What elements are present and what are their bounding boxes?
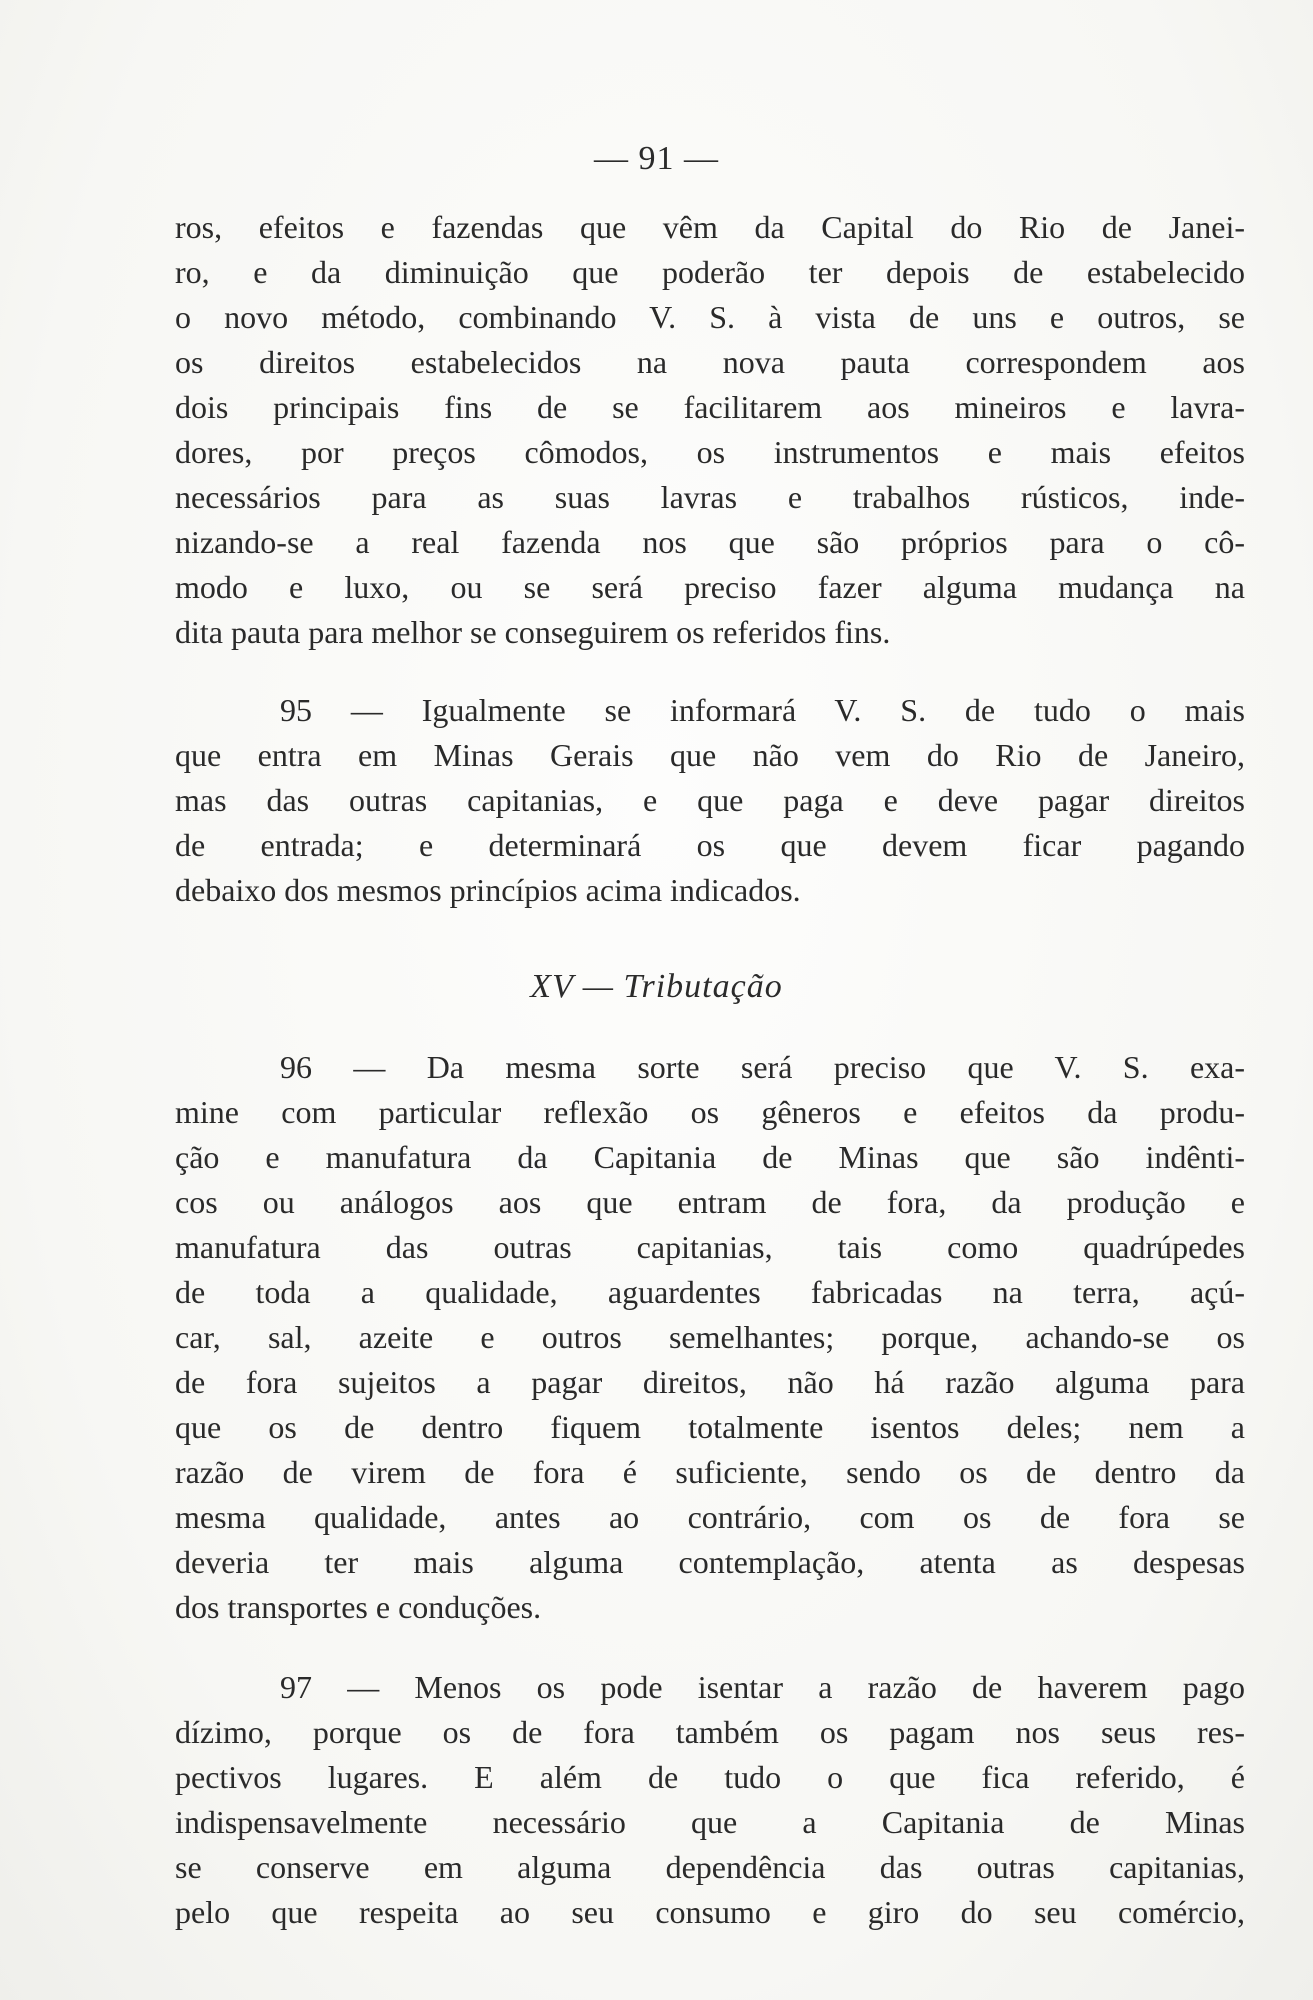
text-line: dos transportes e conduções. (175, 1589, 542, 1625)
text-line: mas das outras capitanias, e que paga e deve pagar direitos (175, 782, 1245, 818)
page-number: — 91 — (594, 140, 719, 177)
text-line: 97 — Menos os pode isentar a razão de haverem pago (280, 1669, 1245, 1705)
text-line: de fora sujeitos a pagar direitos, não há razão alguma para (175, 1364, 1245, 1400)
text-line: que os de dentro fiquem totalmente isentos deles; nem a (175, 1409, 1245, 1445)
text-line: mine com particular reflexão os gêneros e efeitos da produ- (175, 1094, 1245, 1130)
text-line: deveria ter mais alguma contemplação, atenta as despesas (175, 1544, 1245, 1580)
text-line: de entrada; e determinará os que devem ficar pagando (175, 827, 1245, 863)
paragraph-95 (175, 688, 1245, 913)
paragraph-97 (175, 1665, 1245, 1935)
text-line: o novo método, combinando V. S. à vista de uns e outros, se (175, 299, 1245, 335)
text-line: 95 — Igualmente se informará V. S. de tudo o mais (280, 692, 1245, 728)
text-line: razão de virem de fora é suficiente, sendo os de dentro da (175, 1454, 1245, 1490)
text-line: que entra em Minas Gerais que não vem do Rio de Janeiro, (175, 737, 1245, 773)
text-line: pectivos lugares. E além de tudo o que fica referido, é (175, 1759, 1245, 1795)
text-line: dores, por preços cômodos, os instrumentos e mais efeitos (175, 434, 1245, 470)
text-line: mesma qualidade, antes ao contrário, com os de fora se (175, 1499, 1245, 1535)
text-line: manufatura das outras capitanias, tais como quadrúpedes (175, 1229, 1245, 1265)
text-line: ro, e da diminuição que poderão ter depois de estabelecido (175, 254, 1245, 290)
text-line: modo e luxo, ou se será preciso fazer alguma mudança na (175, 569, 1245, 605)
text-line: 96 — Da mesma sorte será preciso que V. S. exa- (280, 1049, 1245, 1085)
text-line: dita pauta para melhor se conseguirem os referidos fins. (175, 614, 891, 650)
text-line: nizando-se a real fazenda nos que são próprios para o cô- (175, 524, 1245, 560)
text-line: cos ou análogos aos que entram de fora, da produção e (175, 1184, 1245, 1220)
paragraph-continuation (175, 205, 1245, 655)
text-line: ros, efeitos e fazendas que vêm da Capital do Rio de Janei- (175, 209, 1245, 245)
text-line: car, sal, azeite e outros semelhantes; porque, achando-se os (175, 1319, 1245, 1355)
text-line: de toda a qualidade, aguardentes fabricadas na terra, açú- (175, 1274, 1245, 1310)
text-line: ção e manufatura da Capitania de Minas que são indênti- (175, 1139, 1245, 1175)
text-line: pelo que respeita ao seu consumo e giro do seu comércio, (175, 1894, 1245, 1930)
text-line: os direitos estabelecidos na nova pauta correspondem aos (175, 344, 1245, 380)
text-line: debaixo dos mesmos princípios acima indicados. (175, 872, 801, 908)
text-line: indispensavelmente necessário que a Capitania de Minas (175, 1804, 1245, 1840)
text-line: dois principais fins de se facilitarem aos mineiros e lavra- (175, 389, 1245, 425)
paragraph-96 (175, 1045, 1245, 1630)
text-line: se conserve em alguma dependência das outras capitanias, (175, 1849, 1245, 1885)
section-heading: XV — Tributação (530, 968, 783, 1005)
text-line: necessários para as suas lavras e trabalhos rústicos, inde- (175, 479, 1245, 515)
text-line: dízimo, porque os de fora também os pagam nos seus res- (175, 1714, 1245, 1750)
